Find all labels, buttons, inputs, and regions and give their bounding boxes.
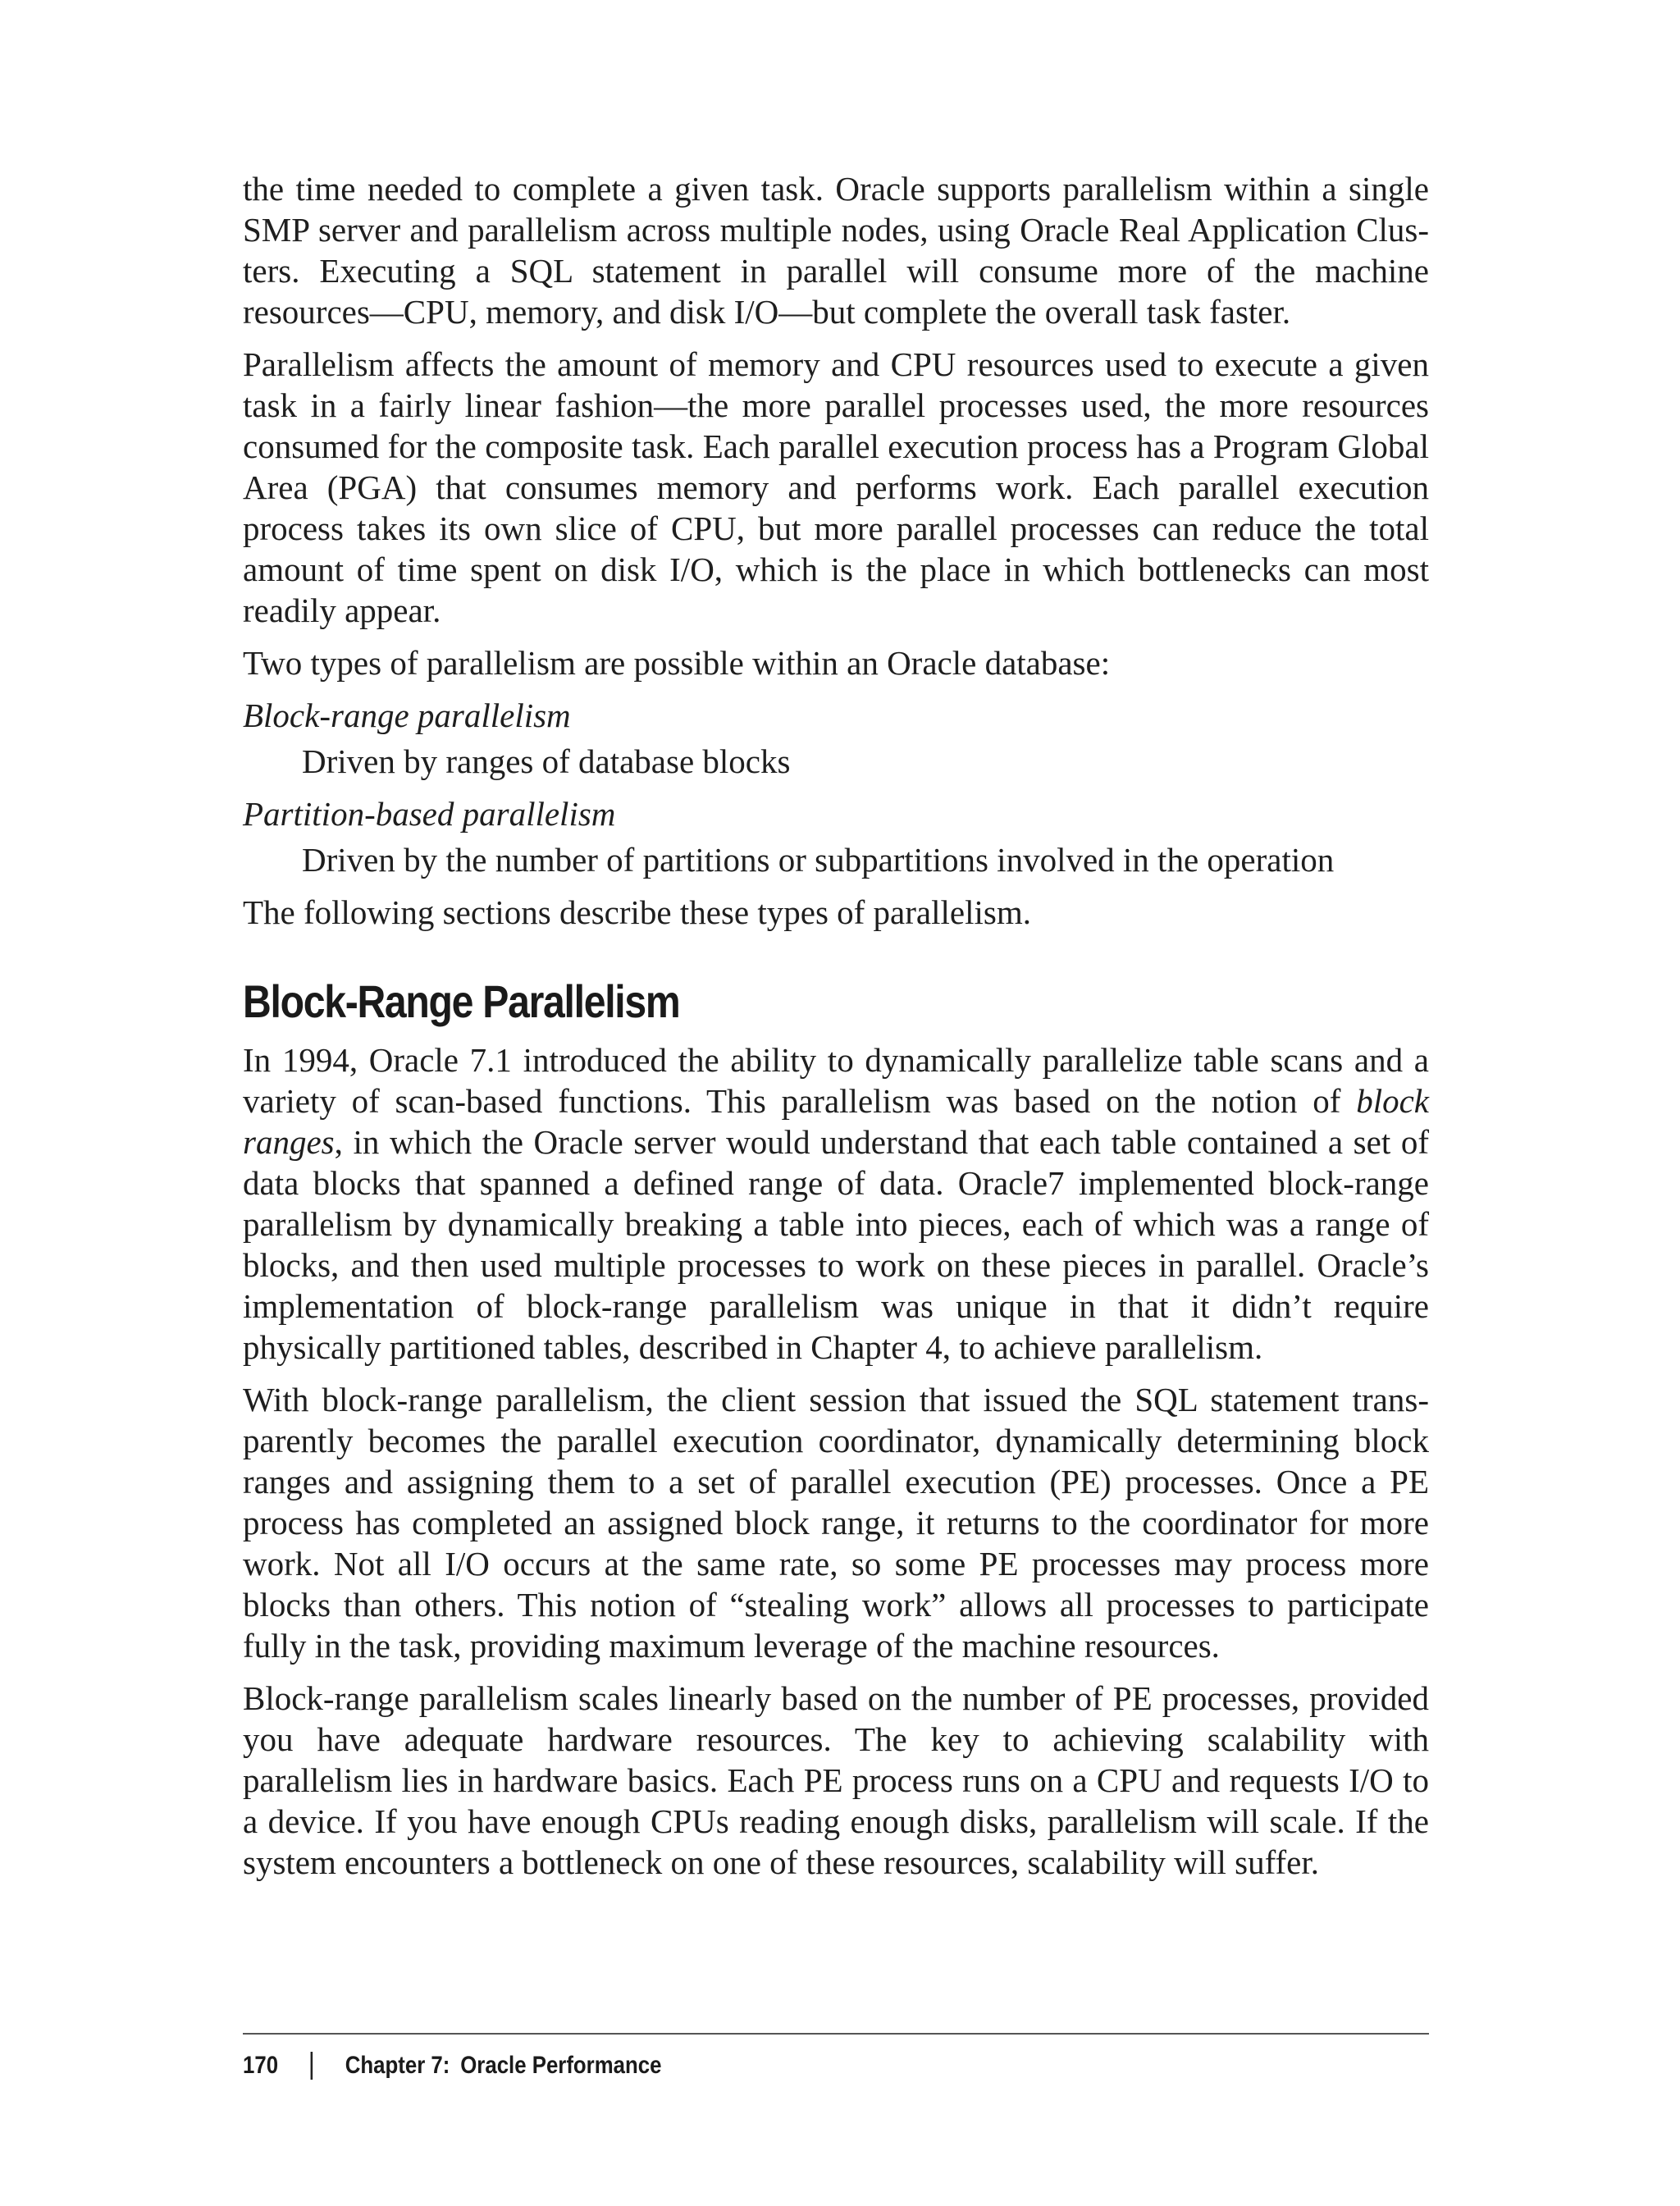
footer-rule bbox=[243, 2033, 1429, 2035]
page-footer bbox=[243, 2033, 1429, 2080]
page-number: 170 bbox=[243, 2052, 279, 2079]
intro-paragraph-3: Two types of parallelism are possible within an Oracle database: bbox=[243, 644, 1111, 682]
section-paragraph-3: Block-range parallelism scales linearly based on the number of PE processes, provided you have adequate hardware resources. The key to achieving scalability with parallelism lies in hardware basics. Each PE process runs on a CPU and requests I/O to a device. If you have enough CPUs reading enough disks, parallelism will scale. If the system encounters a bottleneck on one of these resources, scalability will suffer. bbox=[243, 1679, 1429, 1881]
footer-line bbox=[243, 2051, 1263, 2080]
section-paragraph-2: With block-range parallelism, the client session that issued the SQL statement transparently becomes the parallel execution coordinator, dynamically determining block ranges and assigning them to a set of parallel execution (PE) processes. Once a PE process has completed an assigned block range, it returns to the coordinator for more work. Not all I/O occurs at the same rate, so some PE processes may process more blocks than others. This notion of “stealing work” allows all processes to participate fully in the task, providing maximum leverage of the machine resources. bbox=[243, 1381, 1429, 1665]
type-term-partition-based: Partition-based parallelism bbox=[243, 795, 616, 833]
intro-paragraph-4: The following sections describe these types of parallelism. bbox=[243, 893, 1031, 931]
chapter-title: Chapter 7: Oracle Performance bbox=[345, 2052, 662, 2079]
intro-paragraph-2: Parallelism affects the amount of memory and CPU resources used to execute a given task in a fairly linear fashion—the more parallel processes used, the more resources consumed for the composite task. Each parallel execution process has a Program Global Area (PGA) that consumes memory and performs work. Each parallel execution process takes its own slice of CPU, but more parallel processes can reduce the total amount of time spent on disk I/O, which is the place in which bottlenecks can most readily appear. bbox=[243, 345, 1429, 629]
parallelism-types-list bbox=[243, 695, 1429, 880]
type-definition-block-range: Driven by ranges of database blocks bbox=[302, 742, 791, 780]
type-term-block-range: Block-range parallelism bbox=[243, 697, 571, 734]
page-body bbox=[243, 168, 1429, 1883]
type-definition-partition-based: Driven by the number of partitions or subpartitions involved in the operation bbox=[302, 841, 1335, 879]
section-paragraph-1-start: In 1994, Oracle 7.1 introduced the ability to dynamically parallelize table scans and a variety of scan-based functions. This parallelism was based on the notion of bbox=[243, 1041, 1429, 1120]
footer-separator bbox=[311, 2052, 313, 2080]
section-heading: Block-Range Parallelism bbox=[243, 975, 680, 1027]
section-paragraph-1 bbox=[243, 1039, 1429, 1368]
intro-paragraph-1: the time needed to complete a given task. Oracle supports parallelism within a single SMP server and parallelism across multiple nodes, using Oracle Real Application Clusters. Executing a SQL statement in parallel will consume more of the machine resources—CPU, memory, and disk I/O—but complete the overall task faster. bbox=[243, 170, 1429, 331]
block-ranges-emphasis: block ranges bbox=[243, 1082, 1429, 1161]
section-paragraph-1-end: , in which the Oracle server would understand that each table contained a set of data blocks that spanned a defined range of data. Oracle7 implemented block-range parallelism by dynamically breaking a table into pieces, each of which was a range of blocks, and then used multiple processes to work on these pieces in parallel. Oracle’s implementation of block-range parallelism was unique in that it didn’t require physically partitioned tables, described in Chapter 4, to achieve parallelism. bbox=[243, 1123, 1429, 1366]
